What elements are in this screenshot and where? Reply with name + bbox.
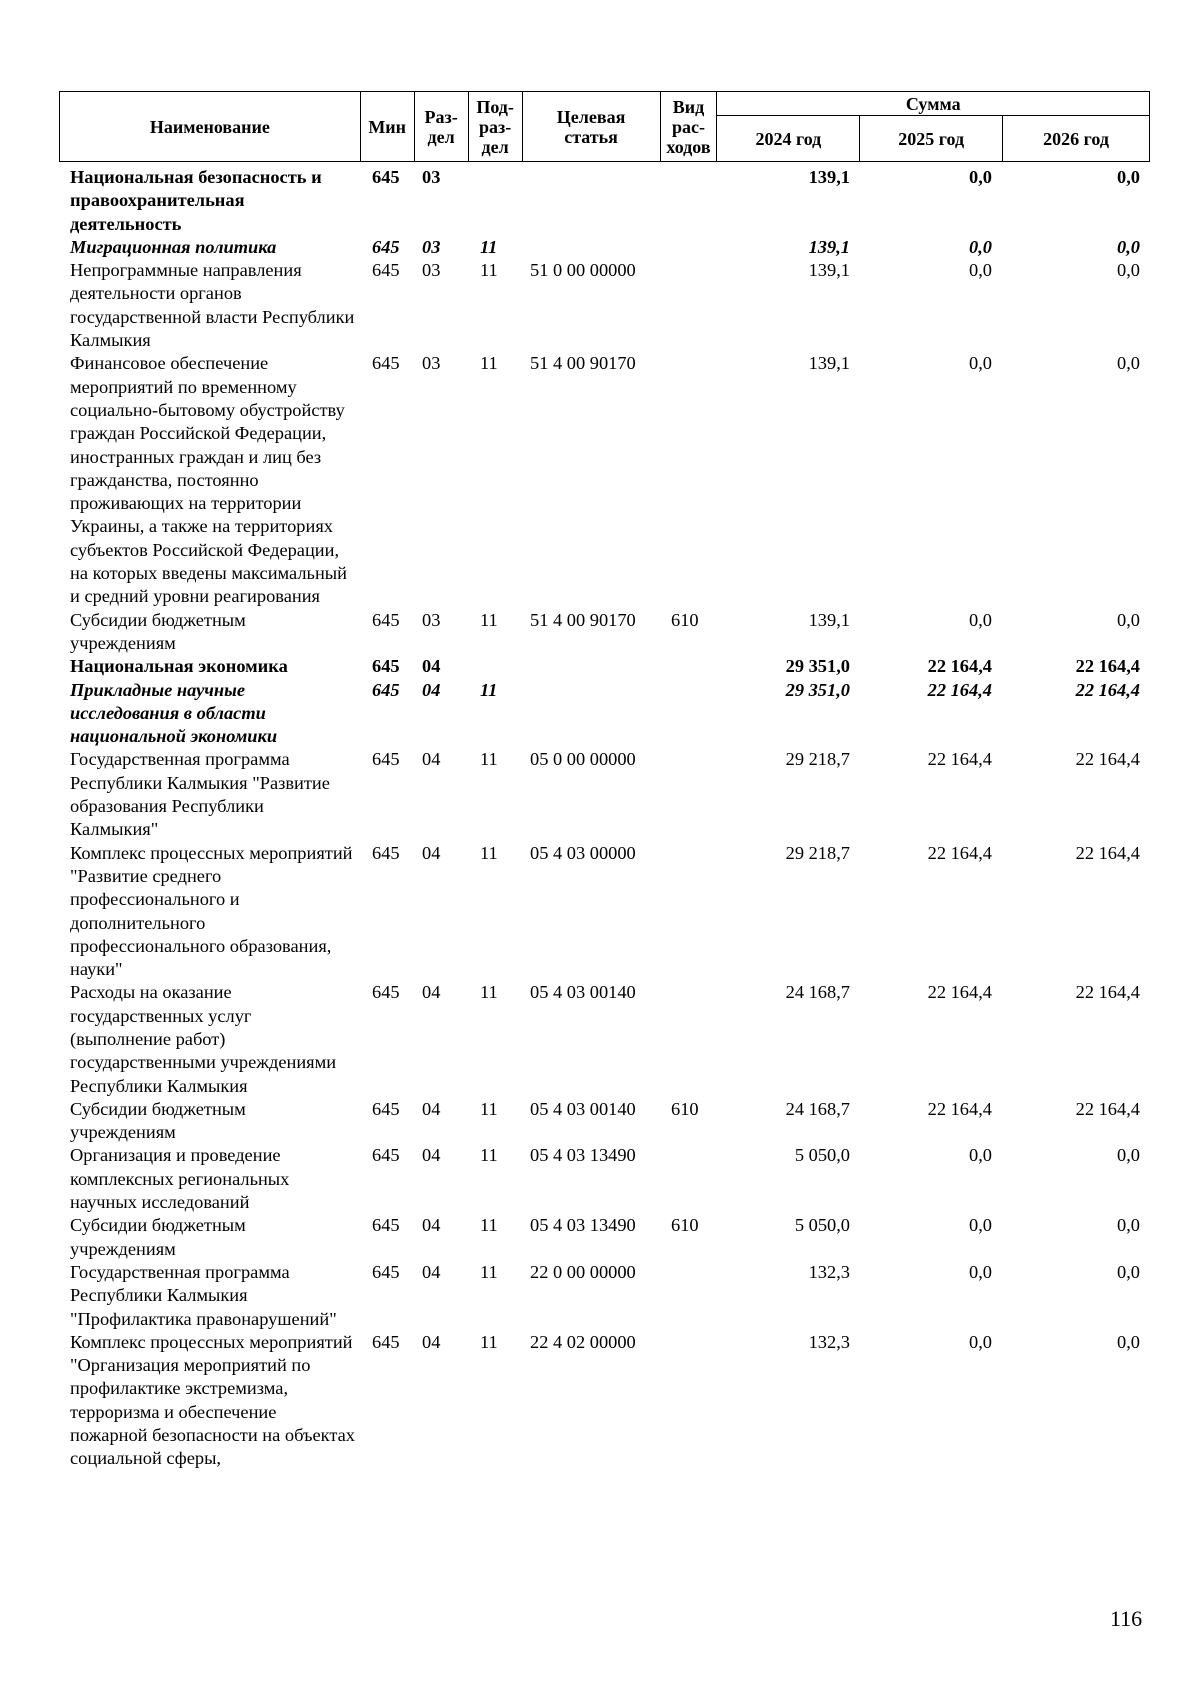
row-min: 645 [372, 982, 400, 1003]
row-sum-2024: 139,1 [808, 353, 850, 374]
table-row [59, 748, 1150, 841]
row-vid-rashodov: 610 [671, 1098, 699, 1119]
row-sum-2025: 0,0 [969, 353, 992, 374]
row-vid-rashodov [660, 352, 717, 608]
row-celevaya-statya: 22 0 00 00000 [530, 1261, 636, 1282]
header-razdel: Раз- дел [414, 92, 468, 162]
row-sum-2024: 139,1 [808, 260, 850, 281]
row-podrazdel: 11 [480, 353, 498, 374]
row-vid-rashodov [660, 748, 717, 841]
row-min: 645 [372, 260, 400, 281]
row-sum-2024: 29 351,0 [785, 656, 850, 677]
table-row [59, 981, 1150, 1097]
row-sum-2026: 22 164,4 [1075, 656, 1140, 677]
row-sum-2024: 29 218,7 [785, 749, 850, 770]
row-name: Государственная программа Республики Калмыкия "Развитие образования Республики Калмыкия" [70, 749, 330, 840]
row-celevaya-statya [522, 166, 660, 236]
row-sum-2024: 139,1 [808, 609, 850, 630]
row-razdel: 04 [422, 1098, 441, 1119]
row-sum-2024: 139,1 [808, 236, 850, 257]
row-celevaya-statya: 05 4 03 13490 [530, 1215, 636, 1236]
row-razdel: 04 [422, 842, 441, 863]
row-sum-2025: 0,0 [969, 1261, 992, 1282]
row-sum-2026: 22 164,4 [1075, 842, 1140, 863]
header-year-2025: 2025 год [860, 116, 1003, 162]
header-vid-rashodov: Вид рас- ходов [660, 92, 717, 162]
header-year-2026: 2026 год [1003, 116, 1150, 162]
row-podrazdel: 11 [480, 749, 498, 770]
row-podrazdel: 11 [480, 982, 498, 1003]
row-podrazdel: 11 [480, 1098, 498, 1119]
row-min: 645 [372, 167, 400, 187]
row-razdel: 04 [422, 1331, 441, 1352]
row-min: 645 [372, 1331, 400, 1352]
row-name: Финансовое обеспечение мероприятий по временному социально-бытовому обустройству граждан Российской Федерации, иностранных граждан и лиц без гражданства, постоянно проживающих на территории Украины, а также на территориях субъектов Российской Федерации, на которых введены максимальный и средний уровни реагирования [70, 353, 347, 607]
row-vid-rashodov [660, 981, 717, 1097]
row-name: Национальная безопасность и правоохранительная деятельность [70, 167, 322, 234]
row-podrazdel [468, 166, 522, 236]
row-name: Организация и проведение комплексных региональных научных исследований [70, 1145, 290, 1213]
table-row [59, 236, 1150, 259]
row-celevaya-statya [522, 236, 660, 259]
row-razdel: 03 [422, 260, 441, 281]
row-name: Национальная экономика [70, 656, 288, 677]
row-razdel: 03 [422, 236, 441, 257]
row-vid-rashodov [660, 842, 717, 982]
row-min: 645 [372, 1261, 400, 1282]
row-sum-2024: 132,3 [808, 1331, 850, 1352]
row-sum-2024: 29 351,0 [785, 679, 850, 700]
row-vid-rashodov [660, 1331, 717, 1471]
row-sum-2025: 22 164,4 [927, 982, 992, 1003]
row-min: 645 [372, 679, 400, 700]
row-sum-2025: 22 164,4 [927, 749, 992, 770]
row-min: 645 [372, 749, 400, 770]
row-sum-2025: 0,0 [969, 1331, 992, 1352]
row-sum-2025: 0,0 [969, 1215, 992, 1236]
row-sum-2026: 0,0 [1117, 1215, 1140, 1236]
row-podrazdel: 11 [480, 1145, 498, 1166]
row-razdel: 03 [422, 609, 441, 630]
row-podrazdel: 11 [480, 609, 498, 630]
row-sum-2024: 29 218,7 [785, 842, 850, 863]
row-name: Комплекс процессных мероприятий "Организация мероприятий по профилактике экстремизма, терроризма и обеспечение пожарной безопасности на объектах социальной сферы, [70, 1331, 355, 1469]
table-row [59, 166, 1150, 236]
row-sum-2025: 22 164,4 [927, 1098, 992, 1119]
row-name: Комплекс процессных мероприятий "Развитие среднего профессионального и дополнительного профессионального образования, науки" [70, 842, 353, 980]
table-row [59, 1098, 1150, 1145]
table-row [59, 1144, 1150, 1214]
row-sum-2024: 24 168,7 [785, 982, 850, 1003]
row-sum-2026: 0,0 [1117, 167, 1140, 187]
row-sum-2026: 0,0 [1117, 353, 1140, 374]
table-row [59, 1261, 1150, 1331]
table-row [59, 1214, 1150, 1261]
table-row [59, 842, 1150, 982]
table-header [59, 91, 1150, 162]
row-podrazdel: 11 [480, 1331, 498, 1352]
header-summa: Сумма [717, 92, 1150, 116]
header-podrazdel: Под- раз- дел [468, 92, 522, 162]
row-celevaya-statya: 05 0 00 00000 [530, 749, 636, 770]
row-vid-rashodov [660, 1261, 717, 1331]
row-razdel: 04 [422, 1145, 441, 1166]
table-row [59, 655, 1150, 678]
row-name: Непрограммные направления деятельности органов государственной власти Республики Калмыкия [70, 260, 355, 351]
row-podrazdel [468, 655, 522, 678]
row-vid-rashodov [660, 259, 717, 352]
row-name: Миграционная политика [70, 236, 277, 257]
header-min: Мин [360, 92, 414, 162]
row-name: Расходы на оказание государственных услуг (выполнение работ) государственными учреждениями Республики Калмыкия [70, 982, 337, 1096]
row-celevaya-statya: 05 4 03 00140 [530, 1098, 636, 1119]
row-sum-2026: 0,0 [1117, 1331, 1140, 1352]
row-celevaya-statya [522, 679, 660, 749]
row-name: Государственная программа Республики Калмыкия "Профилактика правонарушений" [70, 1261, 337, 1329]
row-celevaya-statya: 51 4 00 90170 [530, 353, 636, 374]
table-row [59, 352, 1150, 608]
row-min: 645 [372, 1215, 400, 1236]
row-sum-2025: 0,0 [969, 167, 992, 187]
row-vid-rashodov [660, 236, 717, 259]
row-razdel: 04 [422, 1261, 441, 1282]
row-sum-2026: 22 164,4 [1075, 749, 1140, 770]
row-min: 645 [372, 609, 400, 630]
row-sum-2026: 0,0 [1117, 1261, 1140, 1282]
header-year-2024: 2024 год [717, 116, 860, 162]
row-sum-2025: 22 164,4 [927, 842, 992, 863]
row-sum-2026: 0,0 [1117, 236, 1140, 257]
row-name: Субсидии бюджетным учреждениям [70, 1215, 246, 1259]
row-vid-rashodov [660, 1144, 717, 1214]
row-sum-2026: 0,0 [1117, 609, 1140, 630]
table-row [59, 609, 1150, 656]
row-celevaya-statya [522, 655, 660, 678]
row-sum-2026: 22 164,4 [1075, 1098, 1140, 1119]
row-name: Прикладные научные исследования в области национальной экономики [70, 679, 278, 747]
row-vid-rashodov: 610 [671, 1215, 699, 1236]
row-podrazdel: 11 [480, 260, 498, 281]
row-razdel: 03 [422, 167, 441, 187]
row-min: 645 [372, 1145, 400, 1166]
table-row [59, 1331, 1150, 1471]
row-sum-2025: 0,0 [969, 1145, 992, 1166]
table-row [59, 259, 1150, 352]
header-name: Наименование [60, 92, 361, 162]
row-sum-2026: 0,0 [1117, 260, 1140, 281]
row-min: 645 [372, 353, 400, 374]
row-vid-rashodov [660, 679, 717, 749]
row-name: Субсидии бюджетным учреждениям [70, 1098, 246, 1143]
row-celevaya-statya: 05 4 03 00000 [530, 842, 636, 863]
row-sum-2025: 0,0 [969, 236, 992, 257]
row-celevaya-statya: 51 4 00 90170 [530, 609, 636, 630]
row-sum-2026: 0,0 [1117, 1145, 1140, 1166]
row-sum-2024: 5 050,0 [794, 1145, 850, 1166]
row-podrazdel: 11 [480, 1261, 498, 1282]
row-sum-2024: 5 050,0 [794, 1215, 850, 1236]
row-razdel: 04 [422, 679, 441, 700]
row-sum-2024: 139,1 [808, 167, 850, 187]
row-sum-2024: 24 168,7 [785, 1098, 850, 1119]
row-podrazdel: 11 [480, 236, 498, 257]
row-sum-2025: 0,0 [969, 609, 992, 630]
row-celevaya-statya: 22 4 02 00000 [530, 1331, 636, 1352]
row-vid-rashodov [660, 166, 717, 236]
row-vid-rashodov: 610 [671, 609, 699, 630]
row-podrazdel: 11 [480, 1215, 498, 1236]
row-celevaya-statya: 05 4 03 13490 [530, 1145, 636, 1166]
row-sum-2025: 0,0 [969, 260, 992, 281]
row-celevaya-statya: 05 4 03 00140 [530, 982, 636, 1003]
row-min: 645 [372, 656, 400, 677]
row-sum-2026: 22 164,4 [1075, 679, 1140, 700]
row-razdel: 04 [422, 1215, 441, 1236]
row-vid-rashodov [660, 655, 717, 678]
table-row [59, 679, 1150, 749]
row-sum-2026: 22 164,4 [1075, 982, 1140, 1003]
row-sum-2024: 132,3 [808, 1261, 850, 1282]
row-celevaya-statya: 51 0 00 00000 [530, 260, 636, 281]
row-podrazdel: 11 [480, 842, 498, 863]
row-podrazdel: 11 [480, 679, 498, 700]
row-sum-2025: 22 164,4 [927, 679, 992, 700]
row-razdel: 04 [422, 656, 441, 677]
budget-table [59, 166, 1150, 1471]
row-name: Субсидии бюджетным учреждениям [70, 609, 246, 653]
row-min: 645 [372, 1098, 400, 1119]
row-razdel: 03 [422, 353, 441, 374]
row-razdel: 04 [422, 749, 441, 770]
row-min: 645 [372, 236, 400, 257]
row-sum-2025: 22 164,4 [927, 656, 992, 677]
row-min: 645 [372, 842, 400, 863]
page-number: 116 [1110, 1606, 1143, 1631]
header-celevaya-statya: Целевая статья [522, 92, 660, 162]
row-razdel: 04 [422, 982, 441, 1003]
